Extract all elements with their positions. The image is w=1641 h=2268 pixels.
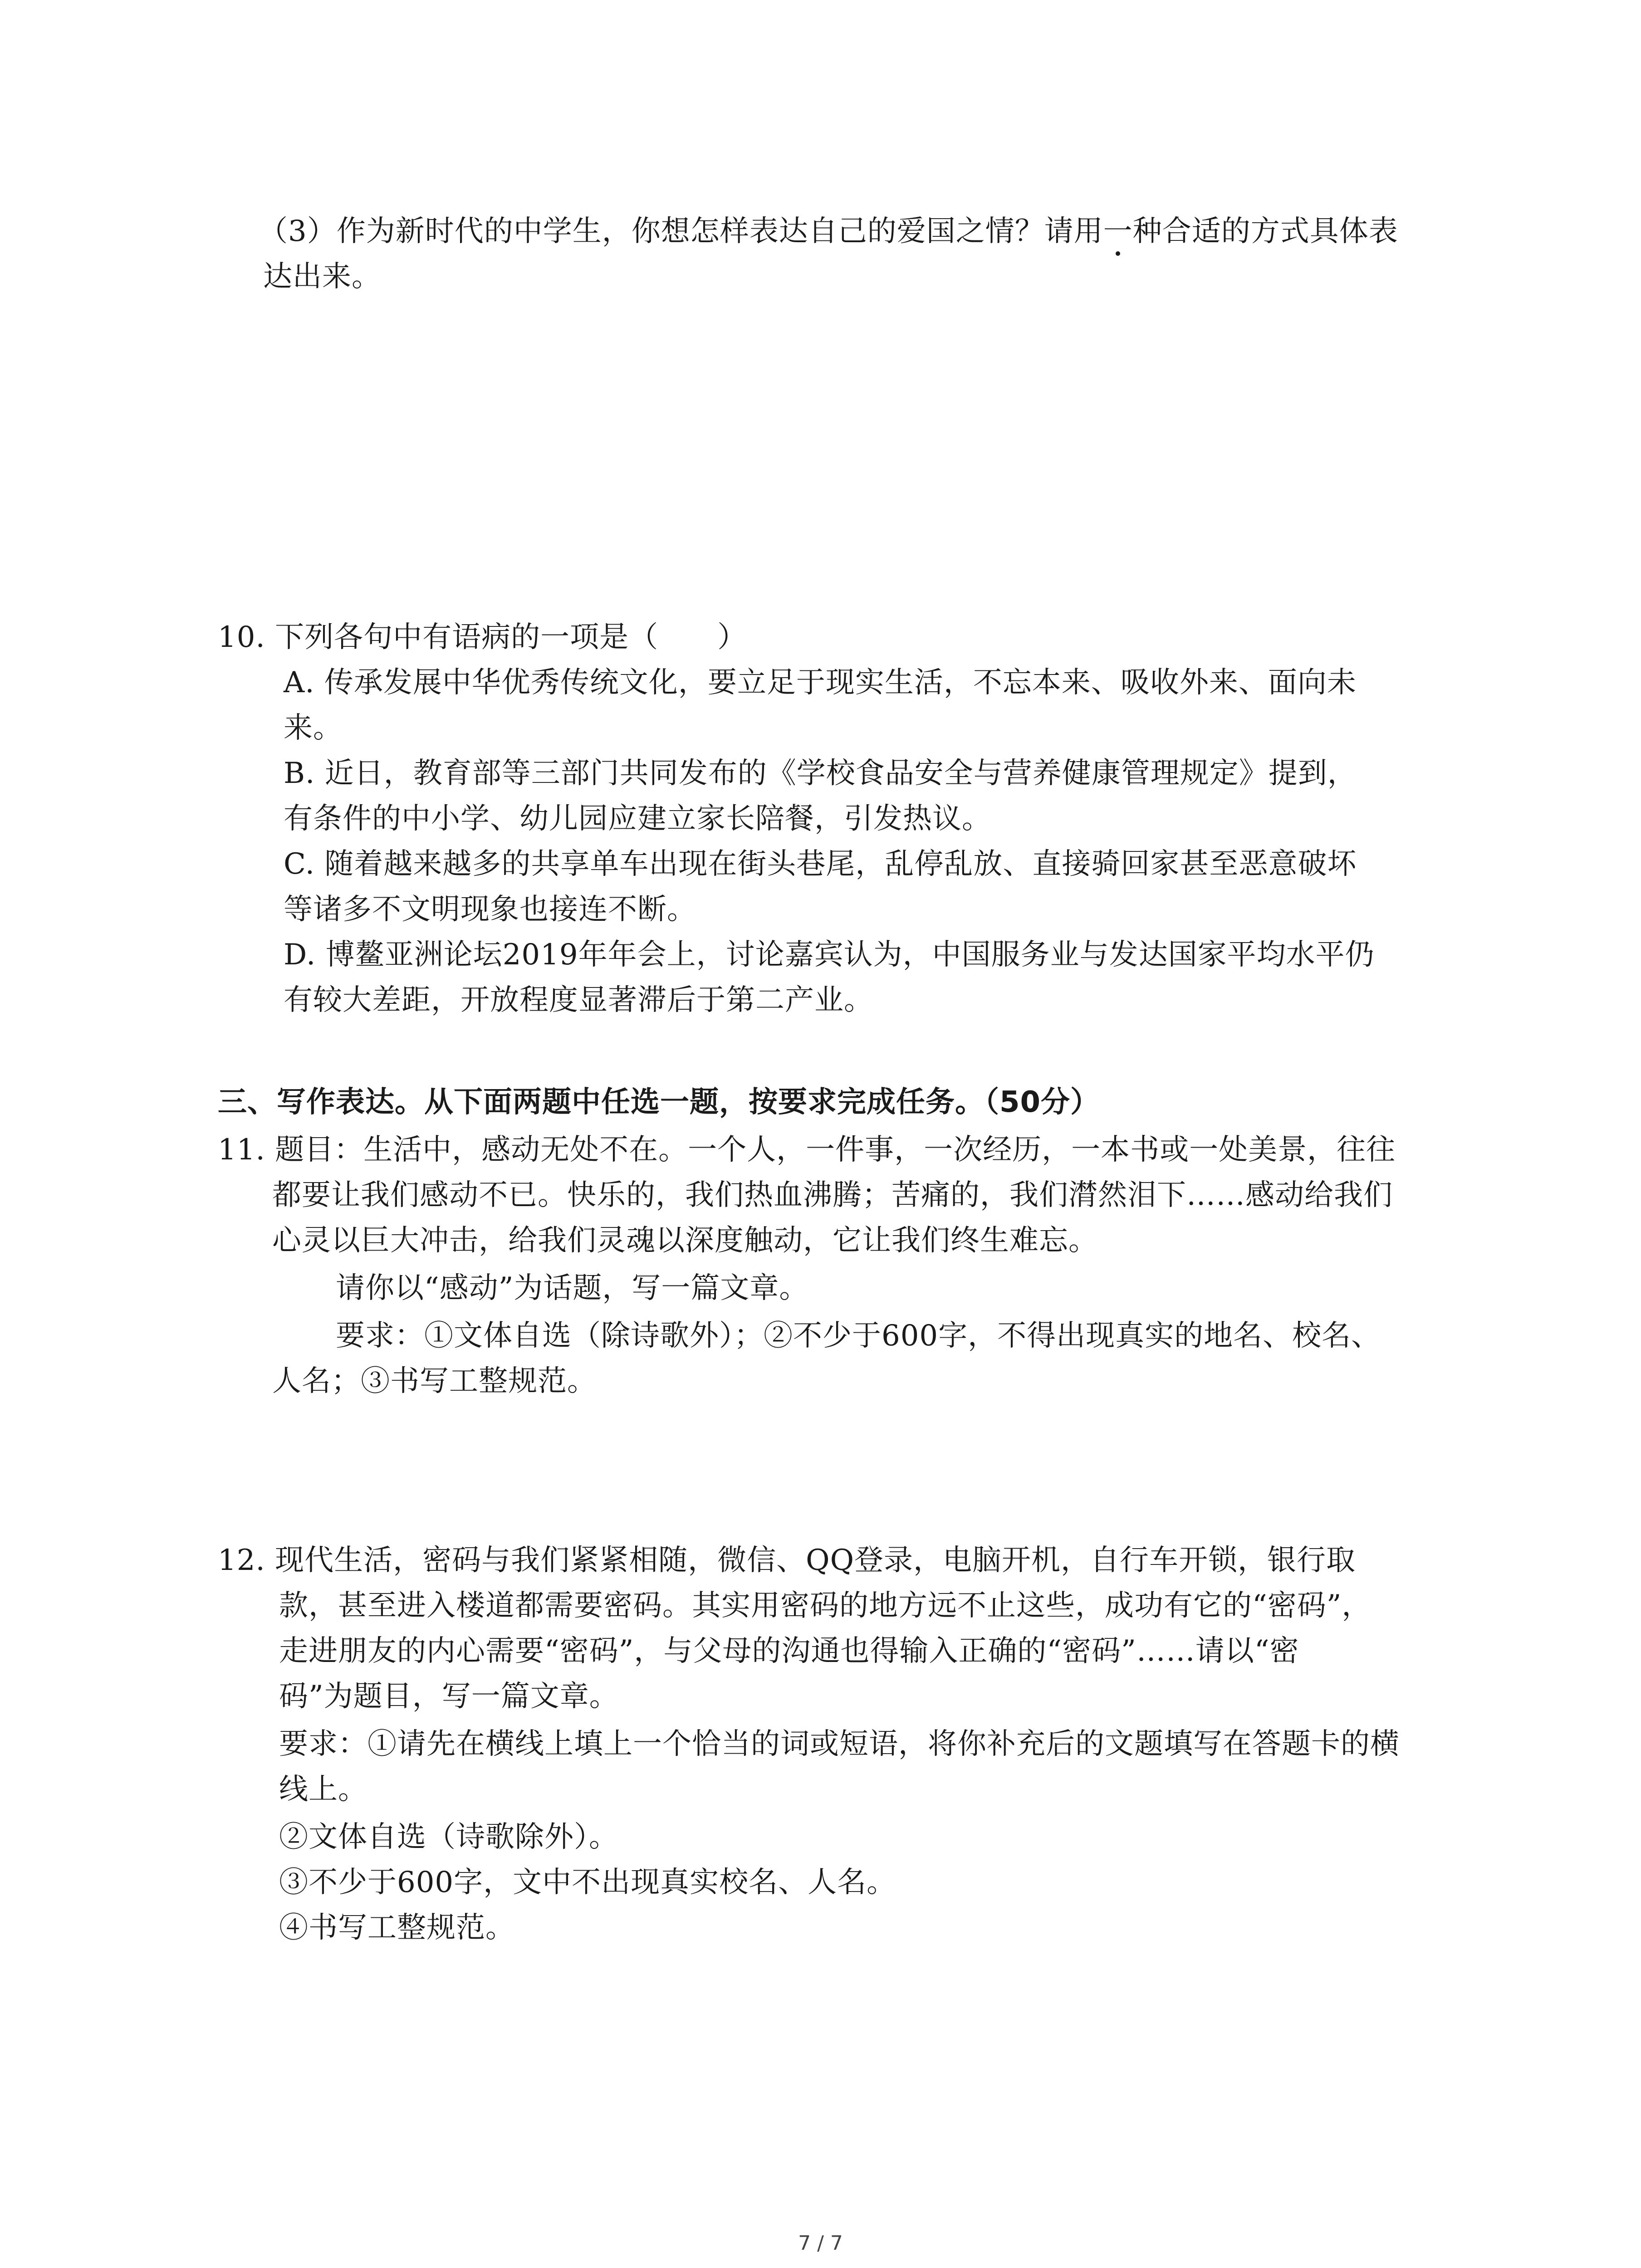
q12-line7: ②文体自选（诗歌除外）。 (279, 1820, 618, 1854)
q12-line6: 线上。 (279, 1773, 367, 1806)
q12-line2: 款，甚至进入楼道都需要密码。其实用密码的地方远不止这些，成功有它的“密码”， (279, 1589, 1372, 1623)
q12-line5: 要求：①请先在横线上填上一个恰当的词或短语，将你补充后的文题填写在答题卡的横 (279, 1727, 1400, 1761)
q9-sub3-text-after: 种合适的方式具体表 (1132, 215, 1398, 248)
q10-option-d-line1: D. 博鳌亚洲论坛2019年年会上，讨论嘉宾认为，中国服务业与发达国家平均水平仍 (284, 938, 1375, 972)
q11-line6: 人名；③书写工整规范。 (272, 1364, 597, 1398)
q11-line5: 要求：①文体自选（除诗歌外）；②不少于600字，不得出现真实的地名、校名、 (336, 1319, 1381, 1353)
q10-option-b-line2: 有条件的中小学、幼儿园应建立家长陪餐，引发热议。 (284, 802, 991, 836)
q10-option-d-line2: 有较大差距，开放程度显著滞后于第二产业。 (284, 983, 873, 1017)
q12-line8: ③不少于600字，文中不出现真实校名、人名。 (279, 1866, 896, 1899)
q9-sub3-line1 (259, 213, 1398, 249)
page-number: 7 / 7 (798, 2232, 843, 2255)
q10-option-a-line2: 来。 (284, 711, 343, 745)
q9-sub3-line2: 达出来。 (263, 260, 381, 293)
q12-line9: ④书写工整规范。 (279, 1911, 515, 1945)
q10-option-c-line2: 等诸多不文明现象也接连不断。 (284, 893, 696, 926)
q9-sub3-text-before: （3）作为新时代的中学生，你想怎样表达自己的爱国之情？请用 (259, 215, 1103, 248)
q11-line2: 都要让我们感动不已。快乐的，我们热血沸腾；苦痛的，我们潸然泪下……感动给我们 (272, 1178, 1393, 1212)
q12-line4: 码”为题目，写一篇文章。 (279, 1680, 619, 1713)
q11-line4: 请你以“感动”为话题，写一篇文章。 (336, 1271, 809, 1305)
q11-line1: 11. 题目：生活中，感动无处不在。一个人，一件事，一次经历，一本书或一处美景，往往 (218, 1133, 1396, 1167)
q10-option-a-line1: A. 传承发展中华优秀传统文化，要立足于现实生活，不忘本来、吸收外来、面向未 (284, 666, 1357, 699)
q10-option-c-line1: C. 随着越来越多的共享单车出现在街头巷尾，乱停乱放、直接骑回家甚至恶意破坏 (284, 847, 1357, 881)
q9-sub3-emphasis-char: 一 (1103, 213, 1133, 249)
q10-option-b-line1: B. 近日，教育部等三部门共同发布的《学校食品安全与营养健康管理规定》提到， (284, 757, 1357, 790)
q12-line1: 12. 现代生活，密码与我们紧紧相随，微信、QQ登录，电脑开机，自行车开锁，银行取 (218, 1544, 1356, 1577)
section3-heading: 三、写作表达。从下面两题中任选一题，按要求完成任务。（50分） (218, 1085, 1100, 1119)
q12-line3: 走进朋友的内心需要“密码”，与父母的沟通也得输入正确的“密码”……请以“密 (279, 1634, 1299, 1668)
q10-stem: 10. 下列各句中有语病的一项是（ ） (218, 621, 747, 654)
q11-line3: 心灵以巨大冲击，给我们灵魂以深度触动，它让我们终生难忘。 (272, 1224, 1098, 1257)
